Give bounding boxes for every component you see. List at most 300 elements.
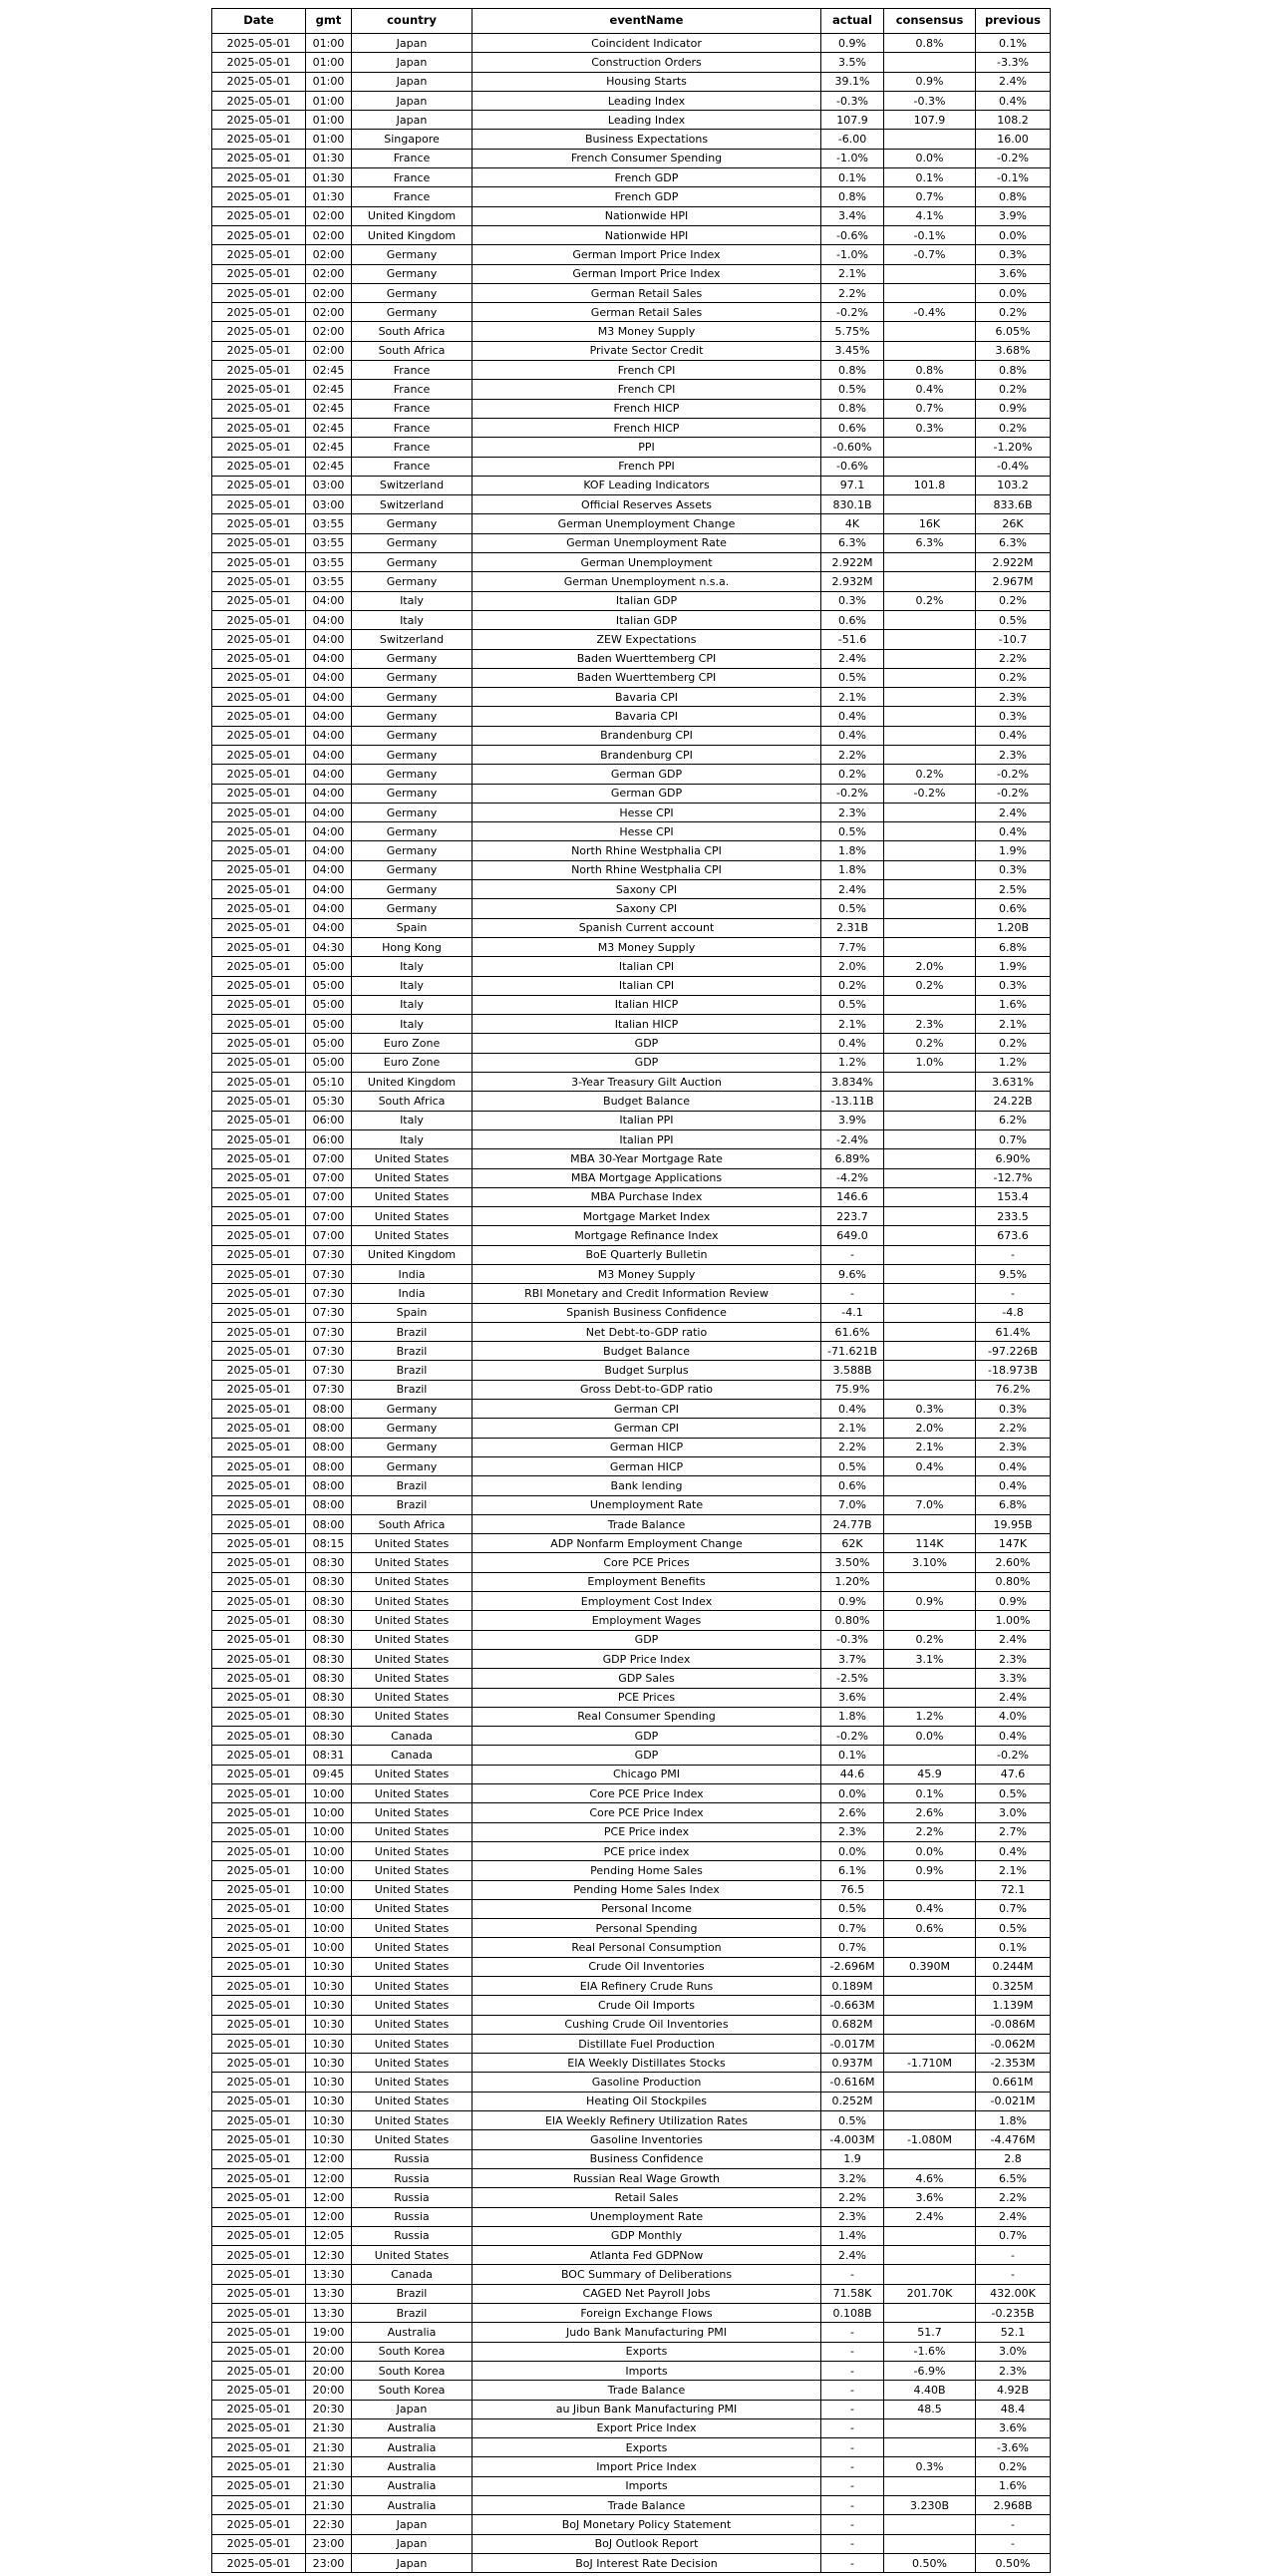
cell-event-name: French GDP [473,168,821,187]
cell-date: 2025-05-01 [212,533,306,552]
cell-gmt: 04:00 [306,630,352,649]
cell-event-name: GDP [473,1034,821,1053]
cell-actual: 3.50% [821,1553,884,1572]
cell-consensus: 0.4% [884,380,976,399]
cell-gmt: 08:30 [306,1707,352,1726]
cell-event-name: Pending Home Sales [473,1861,821,1880]
cell-date: 2025-05-01 [212,1361,306,1380]
cell-previous: 0.2% [976,1034,1051,1053]
cell-date: 2025-05-01 [212,2342,306,2361]
cell-event-name: North Rhine Westphalia CPI [473,841,821,860]
table-row [212,1015,1051,1034]
cell-consensus [884,1342,976,1361]
table-row [212,2418,1051,2437]
cell-country: Switzerland [352,476,473,494]
cell-previous: 147K [976,1534,1051,1553]
table-row [212,841,1051,860]
cell-actual: 1.20% [821,1572,884,1591]
cell-event-name: Construction Orders [473,53,821,72]
cell-consensus: 0.3% [884,418,976,437]
cell-previous: 0.2% [976,2457,1051,2476]
cell-country: Russia [352,2226,473,2245]
cell-gmt: 05:00 [306,957,352,976]
cell-gmt: 03:55 [306,553,352,572]
cell-gmt: 02:00 [306,225,352,244]
cell-actual: 0.937M [821,2054,884,2073]
cell-date: 2025-05-01 [212,610,306,629]
cell-previous: 4.0% [976,1707,1051,1726]
table-row [212,2188,1051,2207]
table-row [212,2168,1051,2187]
cell-date: 2025-05-01 [212,1053,306,1072]
cell-consensus: 0.2% [884,1034,976,1053]
cell-country: Japan [352,72,473,91]
cell-previous: 0.2% [976,303,1051,322]
cell-event-name: French CPI [473,380,821,399]
cell-consensus: 2.6% [884,1803,976,1822]
cell-consensus [884,130,976,149]
cell-country: Japan [352,34,473,53]
table-row [212,1438,1051,1456]
cell-date: 2025-05-01 [212,1841,306,1860]
cell-previous: 0.5% [976,1919,1051,1938]
cell-previous: 153.4 [976,1187,1051,1206]
cell-country: Canada [352,1727,473,1746]
cell-event-name: Chicago PMI [473,1765,821,1783]
cell-previous: 3.631% [976,1073,1051,1092]
cell-previous: 0.9% [976,1592,1051,1611]
cell-gmt: 05:10 [306,1073,352,1092]
cell-country: United Kingdom [352,206,473,225]
cell-event-name: French PPI [473,457,821,476]
cell-gmt: 02:00 [306,264,352,283]
cell-event-name: Spanish Business Confidence [473,1303,821,1322]
cell-date: 2025-05-01 [212,649,306,668]
cell-event-name: Bank lending [473,1476,821,1495]
table-row [212,1861,1051,1880]
table-row [212,2553,1051,2572]
cell-country: United States [352,1996,473,2015]
cell-event-name: EIA Weekly Refinery Utilization Rates [473,2111,821,2130]
cell-date: 2025-05-01 [212,1342,306,1361]
cell-gmt: 04:00 [306,918,352,937]
cell-consensus: 4.40B [884,2381,976,2400]
cell-actual: 5.75% [821,322,884,341]
cell-consensus [884,2092,976,2110]
cell-previous: 1.6% [976,995,1051,1014]
cell-event-name: M3 Money Supply [473,322,821,341]
cell-consensus: 2.3% [884,1015,976,1034]
cell-country: Spain [352,918,473,937]
cell-actual: 223.7 [821,1207,884,1226]
cell-gmt: 04:00 [306,745,352,764]
cell-previous: 3.68% [976,341,1051,360]
cell-gmt: 08:30 [306,1669,352,1688]
cell-date: 2025-05-01 [212,2515,306,2534]
cell-previous: 0.50% [976,2553,1051,2572]
cell-previous: -0.2% [976,784,1051,803]
cell-event-name: French Consumer Spending [473,149,821,167]
cell-consensus [884,1476,976,1495]
cell-gmt: 05:00 [306,976,352,995]
cell-country: United States [352,1822,473,1841]
cell-consensus: -1.080M [884,2130,976,2149]
cell-country: United States [352,2246,473,2265]
cell-actual: 0.189M [821,1976,884,1995]
cell-event-name: German Retail Sales [473,283,821,302]
column-header-actual: actual [821,9,884,34]
cell-consensus [884,1129,976,1148]
cell-gmt: 05:00 [306,1015,352,1034]
cell-actual: 2.2% [821,745,884,764]
table-row [212,726,1051,745]
cell-country: Germany [352,880,473,899]
table-row [212,649,1051,668]
cell-date: 2025-05-01 [212,418,306,437]
cell-country: United States [352,1572,473,1591]
cell-date: 2025-05-01 [212,765,306,784]
cell-previous: 1.2% [976,1053,1051,1072]
cell-event-name: BoJ Outlook Report [473,2534,821,2553]
cell-event-name: Core PCE Prices [473,1553,821,1572]
cell-event-name: German HICP [473,1438,821,1456]
cell-consensus [884,1245,976,1264]
cell-consensus [884,264,976,283]
cell-actual: - [821,2496,884,2515]
cell-previous: 233.5 [976,1207,1051,1226]
table-row [212,2246,1051,2265]
cell-actual: 830.1B [821,495,884,514]
cell-consensus [884,2226,976,2245]
cell-country: South Korea [352,2361,473,2380]
table-row [212,630,1051,649]
cell-event-name: German CPI [473,1400,821,1419]
cell-country: Singapore [352,130,473,149]
cell-previous: -3.3% [976,53,1051,72]
cell-actual: 76.5 [821,1880,884,1899]
cell-event-name: Baden Wuerttemberg CPI [473,649,821,668]
cell-country: United States [352,1899,473,1918]
cell-previous: -4.8 [976,1303,1051,1322]
cell-actual: 107.9 [821,111,884,130]
table-row [212,937,1051,956]
cell-event-name: Distillate Fuel Production [473,2034,821,2053]
cell-actual: -2.5% [821,1669,884,1688]
cell-gmt: 10:00 [306,1822,352,1841]
table-row [212,976,1051,995]
cell-date: 2025-05-01 [212,937,306,956]
cell-previous: 0.1% [976,34,1051,53]
table-row [212,418,1051,437]
cell-consensus [884,2149,976,2168]
cell-date: 2025-05-01 [212,303,306,322]
cell-date: 2025-05-01 [212,918,306,937]
table-row [212,1707,1051,1726]
cell-date: 2025-05-01 [212,1380,306,1399]
cell-consensus [884,1168,976,1187]
table-row [212,1361,1051,1380]
cell-date: 2025-05-01 [212,553,306,572]
table-header [212,9,1051,34]
cell-gmt: 08:00 [306,1514,352,1533]
cell-date: 2025-05-01 [212,187,306,206]
cell-consensus: 4.6% [884,2168,976,2187]
cell-previous: -0.2% [976,149,1051,167]
cell-country: Russia [352,2207,473,2226]
cell-actual: 146.6 [821,1187,884,1206]
cell-country: Germany [352,860,473,879]
cell-actual: - [821,2361,884,2380]
cell-gmt: 08:30 [306,1611,352,1630]
cell-country: Italy [352,1129,473,1148]
cell-actual: 1.8% [821,860,884,879]
cell-actual: - [821,2400,884,2418]
cell-consensus [884,2438,976,2457]
cell-consensus: 0.0% [884,1841,976,1860]
cell-actual: 0.108B [821,2304,884,2323]
cell-date: 2025-05-01 [212,591,306,610]
cell-previous: 2.3% [976,688,1051,707]
cell-previous: -2.353M [976,2054,1051,2073]
cell-previous: 0.5% [976,1784,1051,1803]
cell-gmt: 08:30 [306,1572,352,1591]
cell-actual: 1.9 [821,2149,884,2168]
table-row [212,1919,1051,1938]
cell-date: 2025-05-01 [212,688,306,707]
cell-actual: 0.8% [821,361,884,380]
cell-previous: 0.4% [976,91,1051,110]
cell-actual: 0.5% [821,899,884,918]
cell-consensus: 0.4% [884,1456,976,1475]
table-row [212,1226,1051,1245]
cell-country: Italy [352,1015,473,1034]
cell-date: 2025-05-01 [212,283,306,302]
table-row [212,803,1051,821]
cell-gmt: 04:00 [306,899,352,918]
cell-actual: 2.6% [821,1803,884,1822]
cell-gmt: 10:00 [306,1841,352,1860]
cell-consensus: 0.7% [884,399,976,418]
cell-previous: 0.9% [976,399,1051,418]
table-row [212,591,1051,610]
cell-event-name: MBA 30-Year Mortgage Rate [473,1149,821,1168]
cell-actual: 0.5% [821,668,884,687]
cell-gmt: 08:31 [306,1746,352,1765]
cell-country: Germany [352,514,473,533]
cell-date: 2025-05-01 [212,1957,306,1976]
cell-consensus: -0.1% [884,225,976,244]
table-row [212,1649,1051,1668]
cell-consensus: 2.1% [884,1438,976,1456]
table-row [212,1572,1051,1591]
cell-date: 2025-05-01 [212,1400,306,1419]
cell-actual: 3.6% [821,1688,884,1707]
cell-country: Russia [352,2188,473,2207]
cell-date: 2025-05-01 [212,822,306,841]
cell-gmt: 08:30 [306,1727,352,1746]
table-row [212,745,1051,764]
cell-event-name: Brandenburg CPI [473,745,821,764]
cell-previous: -3.6% [976,2438,1051,2457]
table-row [212,553,1051,572]
cell-date: 2025-05-01 [212,438,306,457]
table-row [212,91,1051,110]
cell-consensus [884,918,976,937]
cell-consensus: 107.9 [884,111,976,130]
cell-consensus [884,1092,976,1111]
column-header-country: country [352,9,473,34]
cell-event-name: North Rhine Westphalia CPI [473,860,821,879]
cell-actual: - [821,2476,884,2495]
cell-gmt: 04:00 [306,726,352,745]
cell-previous: 48.4 [976,2400,1051,2418]
cell-date: 2025-05-01 [212,1630,306,1649]
cell-event-name: Real Personal Consumption [473,1938,821,1957]
table-row [212,2130,1051,2149]
cell-gmt: 10:00 [306,1784,352,1803]
cell-date: 2025-05-01 [212,803,306,821]
cell-country: United Kingdom [352,1245,473,1264]
table-row [212,1669,1051,1688]
table-row [212,822,1051,841]
cell-gmt: 07:30 [306,1303,352,1322]
cell-date: 2025-05-01 [212,2054,306,2073]
cell-event-name: German HICP [473,1456,821,1475]
cell-actual: 3.5% [821,53,884,72]
cell-consensus [884,822,976,841]
cell-event-name: Private Sector Credit [473,341,821,360]
cell-previous: - [976,1284,1051,1303]
cell-gmt: 02:00 [306,245,352,264]
cell-actual: -0.6% [821,225,884,244]
cell-previous: 0.0% [976,225,1051,244]
cell-actual: - [821,2342,884,2361]
table-row [212,2149,1051,2168]
cell-country: Japan [352,91,473,110]
column-header-consensus: consensus [884,9,976,34]
cell-country: Italy [352,957,473,976]
cell-country: United States [352,2111,473,2130]
cell-consensus: 7.0% [884,1495,976,1514]
cell-actual: 7.7% [821,937,884,956]
cell-previous: 0.1% [976,1938,1051,1957]
cell-country: United States [352,1534,473,1553]
cell-gmt: 05:30 [306,1092,352,1111]
cell-country: Russia [352,2168,473,2187]
cell-country: United States [352,2015,473,2034]
cell-consensus [884,1149,976,1168]
table-row [212,707,1051,726]
cell-previous: 0.5% [976,610,1051,629]
cell-previous: 72.1 [976,1880,1051,1899]
cell-previous: 0.4% [976,1476,1051,1495]
cell-actual: -1.0% [821,149,884,167]
table-row [212,1207,1051,1226]
cell-country: South Africa [352,322,473,341]
cell-previous: 47.6 [976,1765,1051,1783]
cell-actual: 0.8% [821,399,884,418]
cell-country: Italy [352,591,473,610]
table-row [212,880,1051,899]
cell-consensus [884,1880,976,1899]
cell-country: Australia [352,2457,473,2476]
cell-gmt: 23:00 [306,2553,352,2572]
cell-event-name: Trade Balance [473,1514,821,1533]
cell-event-name: Budget Balance [473,1342,821,1361]
cell-previous: 0.3% [976,707,1051,726]
cell-gmt: 07:30 [306,1342,352,1361]
cell-actual: 0.682M [821,2015,884,2034]
cell-consensus [884,1688,976,1707]
cell-previous: 2.4% [976,803,1051,821]
cell-consensus [884,630,976,649]
table-row [212,476,1051,494]
cell-actual: -4.2% [821,1168,884,1187]
cell-consensus: 201.70K [884,2284,976,2303]
cell-actual: -0.2% [821,784,884,803]
cell-event-name: Imports [473,2476,821,2495]
cell-country: Australia [352,2323,473,2342]
cell-country: Germany [352,303,473,322]
cell-country: Switzerland [352,630,473,649]
cell-country: Spain [352,1303,473,1322]
cell-country: South Africa [352,1092,473,1111]
cell-previous: 6.2% [976,1111,1051,1129]
cell-country: South Korea [352,2342,473,2361]
cell-date: 2025-05-01 [212,2034,306,2053]
cell-actual: -0.663M [821,1996,884,2015]
cell-event-name: CAGED Net Payroll Jobs [473,2284,821,2303]
cell-actual: - [821,2381,884,2400]
cell-date: 2025-05-01 [212,2534,306,2553]
cell-date: 2025-05-01 [212,2111,306,2130]
cell-event-name: Gasoline Production [473,2073,821,2092]
cell-previous: 2.4% [976,72,1051,91]
cell-actual: 0.1% [821,168,884,187]
cell-previous: 3.3% [976,1669,1051,1688]
cell-country: Germany [352,841,473,860]
cell-previous: -0.021M [976,2092,1051,2110]
cell-country: Germany [352,822,473,841]
economic-calendar-table [211,8,1051,2573]
cell-country: Brazil [352,2284,473,2303]
cell-date: 2025-05-01 [212,1015,306,1034]
cell-event-name: ADP Nonfarm Employment Change [473,1534,821,1553]
cell-date: 2025-05-01 [212,1303,306,1322]
cell-country: United States [352,1207,473,1226]
cell-previous: 6.8% [976,1495,1051,1514]
cell-date: 2025-05-01 [212,2418,306,2437]
cell-country: Brazil [352,2304,473,2323]
cell-previous: 673.6 [976,1226,1051,1245]
cell-consensus [884,610,976,629]
cell-consensus [884,2246,976,2265]
cell-country: United States [352,1707,473,1726]
cell-event-name: Hesse CPI [473,822,821,841]
cell-country: Brazil [352,1380,473,1399]
cell-consensus [884,2304,976,2323]
cell-date: 2025-05-01 [212,361,306,380]
column-header-date: Date [212,9,306,34]
table-row [212,341,1051,360]
cell-country: Germany [352,765,473,784]
cell-consensus [884,572,976,591]
cell-date: 2025-05-01 [212,476,306,494]
cell-date: 2025-05-01 [212,1168,306,1187]
cell-country: United States [352,1765,473,1783]
cell-country: United States [352,1649,473,1668]
cell-gmt: 10:00 [306,1899,352,1918]
